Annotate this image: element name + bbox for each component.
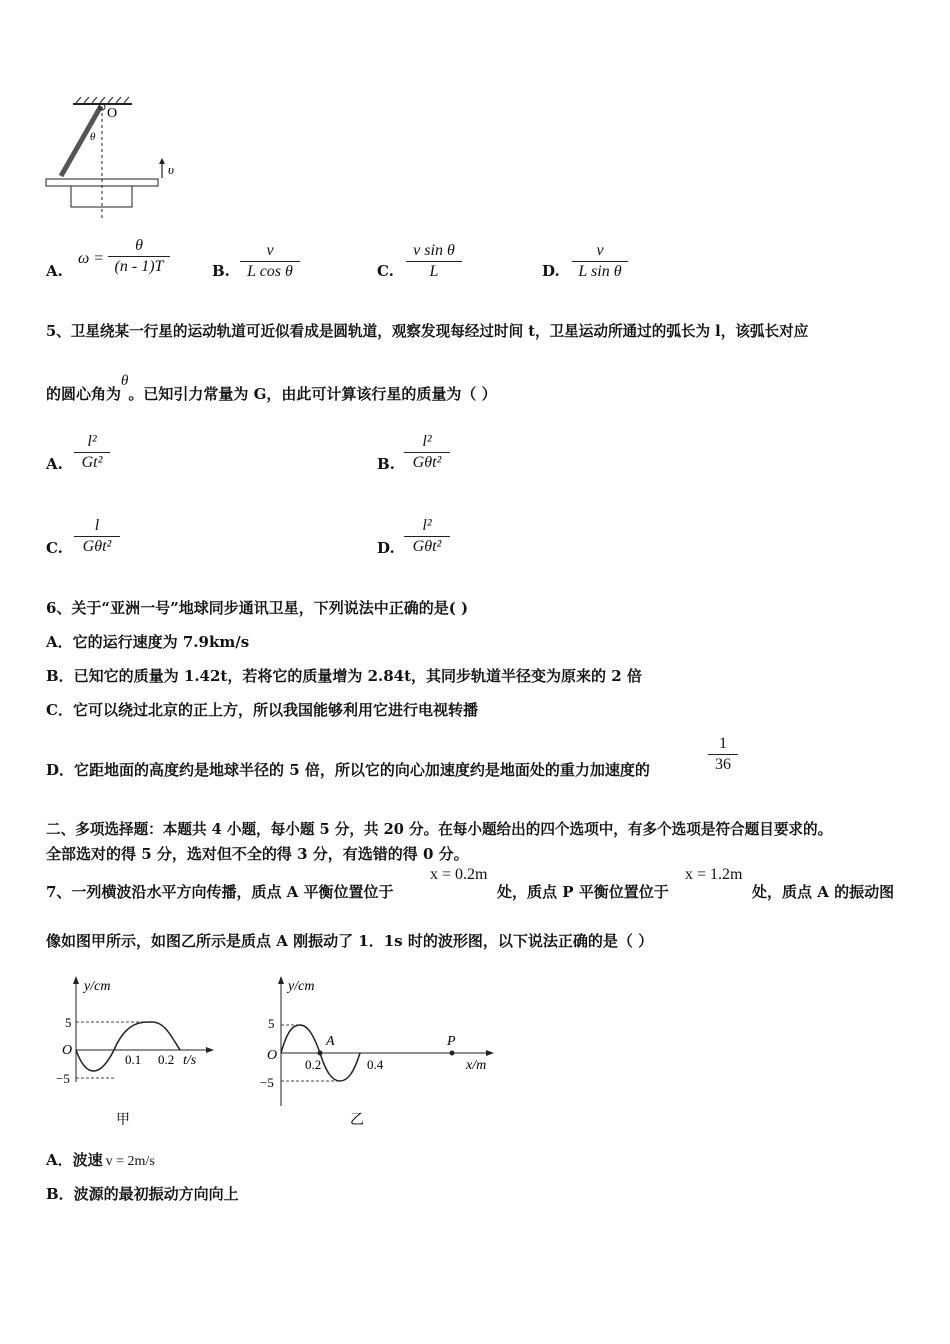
q6-option-a[interactable]: A．它的运行速度为 7.9km/s [46,633,250,651]
angle-label: θ [90,131,96,143]
q4-c-num: v sin θ [413,242,455,259]
q5-c-num: l [94,517,100,534]
q7-xP: x = 1.2m [685,866,743,883]
q5-theta: θ [121,373,129,389]
q4-option-b-fraction [240,241,300,282]
q7-option-a-label: A．波速 [46,1151,103,1169]
q5-stem-line2 [46,373,497,404]
jia-xlabel: t/s [183,1053,197,1068]
yi-point-a: A [326,1034,335,1049]
q6-d-num: 1 [719,735,727,752]
yi-ypos: 5 [268,1016,275,1031]
q4-b-den: L cos θ [247,263,293,280]
q5-option-b-label[interactable]: B. [377,455,395,473]
q4-a-den: (n - 1)T [114,258,164,275]
q6-option-d[interactable]: D．它距地面的高度约是地球半径的 5 倍，所以它的向心加速度约是地面处的重力加速度的 [46,761,650,779]
yi-tick-2: 0.4 [367,1057,384,1072]
q6-option-c[interactable]: C．它可以绕过北京的正上方，所以我国能够利用它进行电视转播 [46,701,478,719]
q4-c-den: L [429,263,439,280]
q5-option-b-fraction [404,432,450,473]
pendulum-rod-figure [40,92,190,222]
section2-heading-line1: 二、多项选择题：本题共 4 小题，每小题 5 分，共 20 分。在每小题给出的四个选项中，有多个选项是符合题目要求的。 [46,821,833,838]
yi-origin: O [267,1048,278,1063]
jia-tick-1: 0.1 [125,1052,142,1067]
q4-b-num: v [266,242,274,259]
jia-yneg: −5 [56,1071,70,1086]
q5-b-num: l² [422,433,432,450]
q7-stem-line1-c: 处，质点 A 的振动图 [752,883,895,901]
q5-option-c-label[interactable]: C. [46,539,63,557]
vibration-graph-jia [50,972,220,1132]
q6-stem: 6、关于“亚洲一号”地球同步通讯卫星，下列说法中正确的是( ) [46,599,469,617]
jia-tick-2: 0.2 [158,1052,175,1067]
q7-stem-line2: 像如图甲所示，如图乙所示是质点 A 刚振动了 1．1s 时的波形图，以下说法正确的是（ ） [46,932,654,950]
yi-tick-1: 0.2 [305,1057,322,1072]
q5-stem-line2-b: 。已知引力常量为 G，由此可计算该行星的质量为（ ） [128,385,497,403]
q4-option-c-label[interactable]: C. [377,262,394,280]
q5-stem-line1: 5、卫星绕某一行星的运动轨道可近似看成是圆轨道，观察发现每经过时间 t，卫星运动所通过的弧长为 l，该弧长对应 [46,323,809,340]
q4-option-c-fraction [406,241,462,282]
q4-d-den: L sin θ [578,263,622,280]
q5-d-num: l² [422,517,432,534]
section2-heading-line2: 全部选对的得 5 分，选对但不全的得 3 分，有选错的得 0 分。 [46,845,469,863]
q5-d-den: Gθt² [412,538,442,555]
q7-option-a-math: v = 2m/s [105,1154,155,1169]
q7-option-a[interactable] [46,1149,155,1170]
q5-stem-line2-a: 的圆心角为 [46,385,122,403]
q6-d-den: 36 [715,756,731,773]
velocity-label: υ [168,162,174,177]
q4-option-d-label[interactable]: D. [542,262,560,280]
q5-option-a-fraction [74,432,110,473]
jia-caption: 甲 [116,1113,130,1128]
pivot-label: O [107,106,118,121]
q5-c-den: Gθt² [82,538,112,555]
jia-ylabel: y/cm [84,979,111,994]
q6-option-d-fraction [708,734,738,775]
q7-xA: x = 0.2m [430,866,488,883]
jia-ypos: 5 [65,1015,72,1030]
q7-stem-line1-b: 处，质点 P 平衡位置位于 [497,883,669,901]
yi-yneg: −5 [260,1075,274,1090]
q4-d-num: v [596,242,604,259]
q4-option-d-fraction [572,241,628,282]
q5-option-d-fraction [404,516,450,557]
q6-option-b[interactable]: B．已知它的质量为 1.42t，若将它的质量增为 2.84t，其同步轨道半径变为原来的 2 倍 [46,667,642,685]
q5-option-c-fraction [74,516,120,557]
q7-stem-line1-a: 7、一列横波沿水平方向传播，质点 A 平衡位置位于 [46,883,394,901]
jia-origin: O [62,1043,73,1058]
q5-a-den: Gt² [81,454,103,471]
q5-option-d-label[interactable]: D. [377,539,395,557]
q4-a-num: θ [135,237,143,254]
q5-option-a-label[interactable]: A. [46,455,63,473]
q7-option-b[interactable]: B．波源的最初振动方向向上 [46,1185,239,1203]
q5-a-num: l² [87,433,97,450]
q5-b-den: Gθt² [412,454,442,471]
yi-xlabel: x/m [466,1058,487,1073]
wave-graph-yi [250,972,500,1132]
q4-option-a-fraction [108,236,170,277]
yi-caption: 乙 [350,1113,364,1128]
yi-point-p: P [447,1034,456,1049]
q4-option-a-prefix: ω = [78,250,105,267]
q4-option-a-label[interactable]: A. [46,262,63,280]
yi-ylabel: y/cm [288,979,315,994]
q4-option-b-label[interactable]: B. [212,262,230,280]
